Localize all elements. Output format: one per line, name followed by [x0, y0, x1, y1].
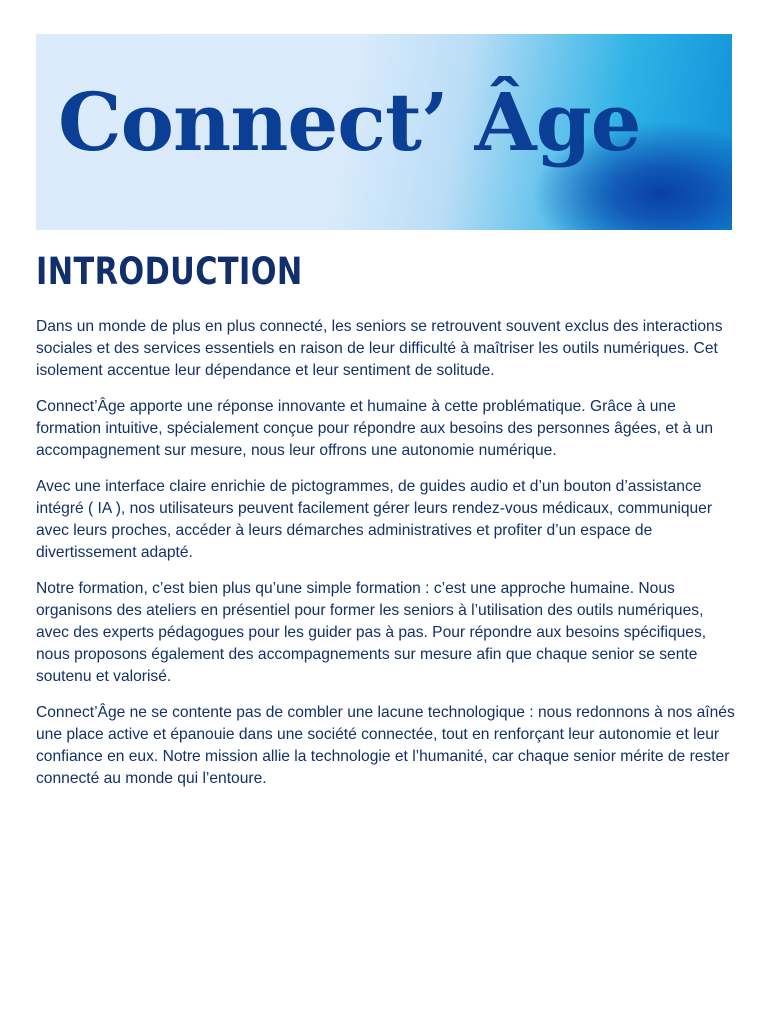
header-banner — [36, 34, 732, 230]
brand-title: Connect’ Âge — [58, 75, 641, 169]
paragraph-1: Dans un monde de plus en plus connecté, les seniors se retrouvent souvent exclus des interactions sociales et des services essentiels en raison de leur difficulté à maîtriser les outils numériques. Cet isolement accentue leur dépendance et leur sentiment de solitude. — [36, 318, 723, 379]
paragraph-5: Connect’Âge ne se contente pas de combler une lacune technologique : nous redonnons à nos aînés une place active et épanouie dans une société connectée, tout en renforçant leur autonomie et leur confiance en eux. Notre mission allie la technologie et l’humanité, car chaque senior mérite de rester connecté au monde qui l’entoure. — [36, 704, 735, 787]
paragraph-3: Avec une interface claire enrichie de pictogrammes, de guides audio et d’un bouton d’assistance intégré ( IA ), nos utilisateurs peuvent facilement gérer leurs rendez-vous médicaux, communiquer avec leurs proches, accéder à leurs démarches administratives et profiter d’un espace de divertissement adapté. — [36, 478, 713, 561]
section-heading: INTRODUCTION — [36, 250, 303, 293]
paragraph-2: Connect’Âge apporte une réponse innovante et humaine à cette problématique. Grâce à une formation intuitive, spécialement conçue pour répondre aux besoins des personnes âgées, et à un accompagnement sur mesure, nous leur offrons une autonomie numérique. — [36, 398, 714, 459]
introduction-body — [36, 316, 736, 804]
paragraph-4: Notre formation, c’est bien plus qu’une simple formation : c’est une approche humaine. Nous organisons des ateliers en présentiel pour former les seniors à l’utilisation des outils numériques, avec des experts pédagogues pour les guider pas à pas. Pour répondre aux besoins spécifiques, nous proposons également des accompagnements sur mesure afin que chaque senior se sente soutenu et valorisé. — [36, 580, 707, 685]
